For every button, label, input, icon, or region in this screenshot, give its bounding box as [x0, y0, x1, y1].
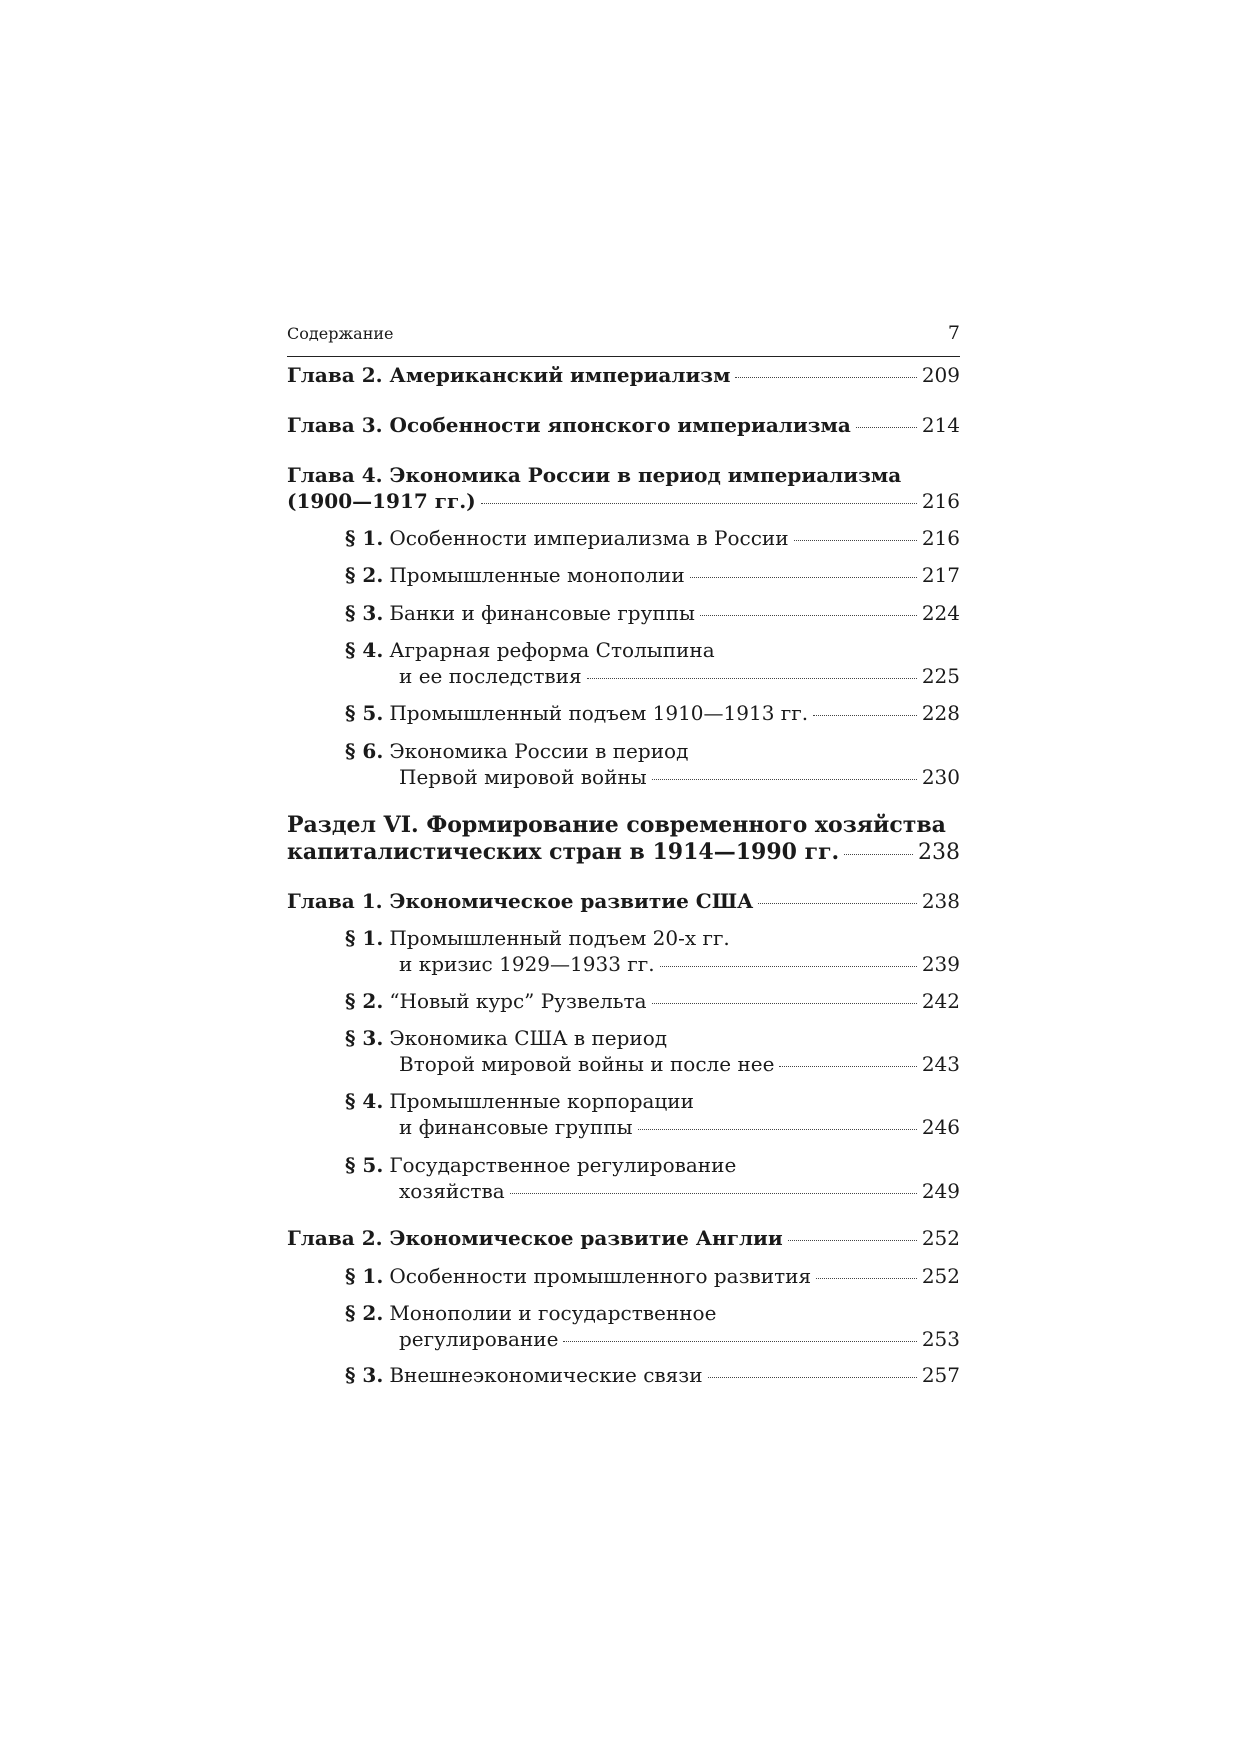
- dot-leader: [788, 1240, 917, 1241]
- toc-page-number: 224: [921, 601, 960, 625]
- dot-leader: [813, 715, 917, 716]
- toc-entry-chapter-4-russia[interactable]: [287, 462, 960, 514]
- section-number: § 3.: [345, 1026, 384, 1050]
- toc-page-number: 246: [921, 1115, 960, 1139]
- toc-entry-title: Особенности промышленного развития: [389, 1264, 812, 1288]
- toc-entry-russia-section-5[interactable]: [345, 700, 960, 726]
- toc-entry-title: “Новый курс” Рузвельта: [389, 989, 647, 1013]
- toc-entry-usa-section-2[interactable]: [345, 988, 960, 1014]
- toc-entry-title-line1: Аграрная реформа Столыпина: [389, 638, 715, 662]
- toc-entry-title-line2: регулирование: [399, 1327, 559, 1351]
- section-number: § 1.: [345, 1264, 384, 1288]
- dot-leader: [690, 577, 917, 578]
- running-head: [287, 322, 960, 357]
- toc-page-number: 253: [921, 1327, 960, 1351]
- toc-entry-russia-section-1[interactable]: [345, 525, 960, 551]
- toc-entry-chapter-2-england[interactable]: [287, 1225, 960, 1251]
- running-head-title: Содержание: [287, 324, 394, 343]
- dot-leader: [856, 427, 917, 428]
- section-number: § 4.: [345, 1089, 384, 1113]
- toc-entry-title: Глава 1. Экономическое развитие США: [287, 889, 754, 913]
- toc-entry-title: Промышленный подъем 1910—1913 гг.: [389, 701, 809, 725]
- section-number: § 3.: [345, 1363, 384, 1387]
- toc-entry-russia-section-3[interactable]: [345, 600, 960, 626]
- toc-entry-russia-section-6[interactable]: [345, 738, 960, 790]
- section-number: § 2.: [345, 1301, 384, 1325]
- toc-entry-title: Банки и финансовые группы: [389, 601, 695, 625]
- dot-leader: [794, 540, 917, 541]
- toc-page-number: 238: [921, 889, 960, 913]
- section-number: § 5.: [345, 1153, 384, 1177]
- dot-leader: [735, 377, 916, 378]
- toc-entry-title-line2: хозяйства: [399, 1179, 505, 1203]
- dot-leader: [779, 1066, 916, 1067]
- toc-entry-title-line1: Монополии и государственное: [389, 1301, 717, 1325]
- dot-leader: [652, 779, 917, 780]
- toc-entry-chapter-3-japanese-imperialism[interactable]: [287, 412, 960, 438]
- toc-page-number: 216: [921, 526, 960, 550]
- section-number: § 3.: [345, 601, 384, 625]
- section-number: § 5.: [345, 701, 384, 725]
- toc-entry-title-line2: (1900—1917 гг.): [287, 489, 476, 513]
- toc-entry-russia-section-2[interactable]: [345, 562, 960, 588]
- section-number: § 1.: [345, 926, 384, 950]
- toc-entry-title: Глава 2. Американский империализм: [287, 363, 731, 387]
- dot-leader: [816, 1278, 917, 1279]
- toc-entry-title-line2: Второй мировой войны и после нее: [399, 1052, 775, 1076]
- toc-entry-title-line1: Государственное регулирование: [389, 1153, 737, 1177]
- dot-leader: [844, 854, 913, 855]
- toc-page-number: 249: [921, 1179, 960, 1203]
- toc-entry-title-line2: и кризис 1929—1933 гг.: [399, 952, 655, 976]
- toc-entry-title: Глава 2. Экономическое развитие Англии: [287, 1226, 783, 1250]
- dot-leader: [708, 1377, 917, 1378]
- toc-entry-title-line2: Первой мировой войны: [399, 765, 647, 789]
- section-number: § 4.: [345, 638, 384, 662]
- dot-leader: [638, 1129, 917, 1130]
- toc-entry-title: Промышленные монополии: [389, 563, 685, 587]
- toc-entry-title-line1: Промышленные корпорации: [389, 1089, 694, 1113]
- toc-entry-title-line2: капиталистических стран в 1914—1990 гг.: [287, 839, 840, 865]
- page-number: 7: [947, 322, 960, 344]
- toc-entry-part-6[interactable]: [287, 812, 960, 866]
- toc-entry-title-line1: Экономика России в период: [389, 739, 689, 763]
- toc-entry-chapter-2-american-imperialism[interactable]: [287, 362, 960, 388]
- toc-entry-england-section-3[interactable]: [345, 1362, 960, 1388]
- section-number: § 2.: [345, 989, 384, 1013]
- toc-page-number: 238: [918, 840, 960, 865]
- toc-entry-usa-section-1[interactable]: [345, 925, 960, 977]
- toc-entry-chapter-1-usa[interactable]: [287, 888, 960, 914]
- dot-leader: [660, 966, 917, 967]
- toc-entry-russia-section-4[interactable]: [345, 637, 960, 689]
- dot-leader: [481, 503, 917, 504]
- toc-page-number: 217: [921, 563, 960, 587]
- toc-page-number: 252: [921, 1226, 960, 1250]
- toc-page-number: 216: [921, 489, 960, 513]
- dot-leader: [758, 903, 916, 904]
- section-number: § 2.: [345, 563, 384, 587]
- toc-entry-title: Глава 3. Особенности японского империализма: [287, 413, 851, 437]
- dot-leader: [510, 1193, 917, 1194]
- toc-entry-usa-section-4[interactable]: [345, 1088, 960, 1140]
- toc-page-number: 228: [921, 701, 960, 725]
- toc-entry-title-line1: Глава 4. Экономика России в период империализма: [287, 463, 902, 487]
- toc-entry-title-line1: Раздел VI. Формирование современного хозяйства: [287, 812, 946, 838]
- toc-entry-title-line1: Экономика США в период: [389, 1026, 668, 1050]
- dot-leader: [652, 1003, 917, 1004]
- toc-page-number: 243: [921, 1052, 960, 1076]
- toc-entry-title: Особенности империализма в России: [389, 526, 789, 550]
- toc-entry-title-line2: и ее последствия: [399, 664, 582, 688]
- toc-page-number: 209: [921, 363, 960, 387]
- section-number: § 1.: [345, 526, 384, 550]
- toc-page-number: 239: [921, 952, 960, 976]
- toc-page-number: 230: [921, 765, 960, 789]
- toc-entry-title-line2: и финансовые группы: [399, 1115, 633, 1139]
- toc-page-number: 214: [921, 413, 960, 437]
- toc-page-number: 257: [921, 1363, 960, 1387]
- toc-page-number: 252: [921, 1264, 960, 1288]
- toc-entry-title-line1: Промышленный подъем 20-х гг.: [389, 926, 730, 950]
- toc-page-number: 242: [921, 989, 960, 1013]
- dot-leader: [700, 615, 917, 616]
- section-number: § 6.: [345, 739, 384, 763]
- dot-leader: [587, 678, 917, 679]
- toc-entry-usa-section-5[interactable]: [345, 1152, 960, 1204]
- toc-entry-usa-section-3[interactable]: [345, 1025, 960, 1077]
- toc-entry-title: Внешнеэкономические связи: [389, 1363, 703, 1387]
- dot-leader: [563, 1341, 916, 1342]
- toc-page-number: 225: [921, 664, 960, 688]
- toc-entry-england-section-1[interactable]: [345, 1263, 960, 1289]
- toc-entry-england-section-2[interactable]: [345, 1300, 960, 1352]
